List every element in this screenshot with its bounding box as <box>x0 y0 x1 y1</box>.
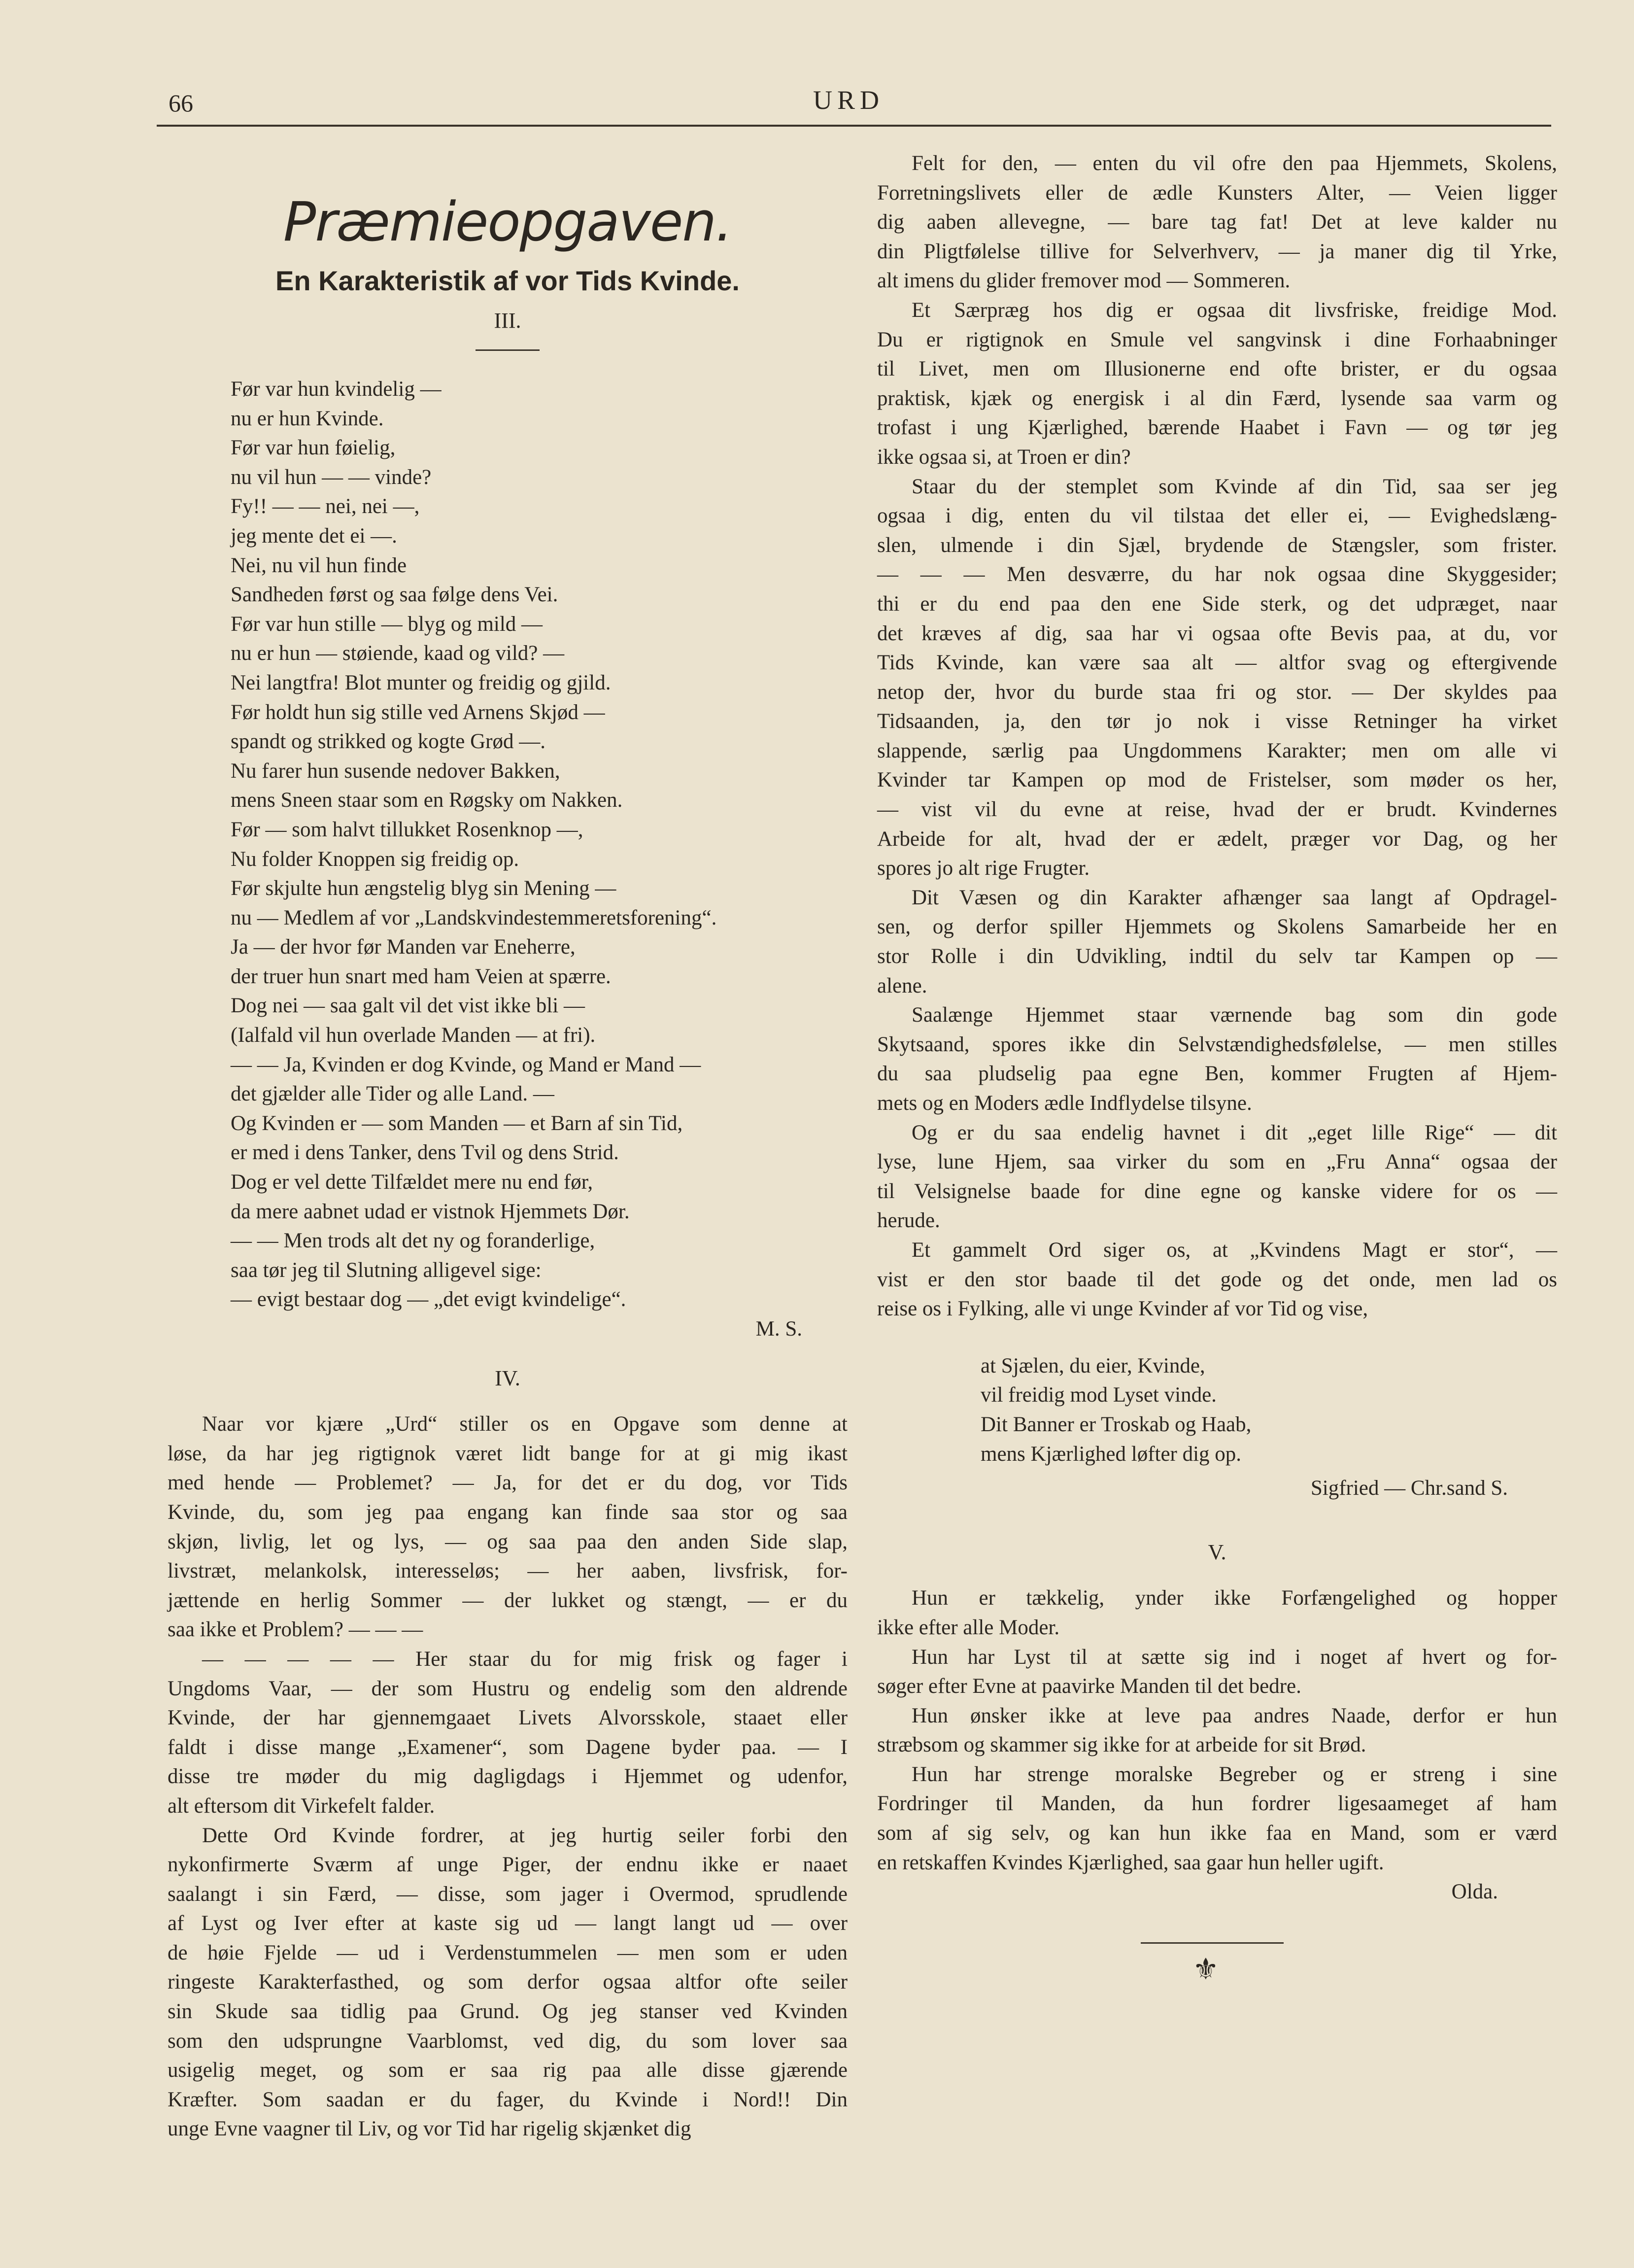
text-line: — vist vil du evne at reise, hvad der er brudt. Kvindernes <box>877 798 1557 822</box>
text-line: stor Rolle i din Udvikling, indtil du selv tar Kampen op — <box>877 945 1557 968</box>
section-iv-continued <box>877 149 1557 1324</box>
section-iv-heading: IV. <box>495 1366 520 1390</box>
paragraph <box>877 1000 1557 1118</box>
closing-verse <box>981 1351 1557 1469</box>
poem-line: Ja — der hvor før Manden var Eneherre, <box>231 935 576 959</box>
text-line: mets og en Moders ædle Indflydelse tilsyne. <box>877 1092 1252 1115</box>
poem-line: — — Men trods alt det ny og foranderlige, <box>231 1229 595 1253</box>
text-line: alt eftersom dit Virkefelt falder. <box>168 1794 435 1818</box>
paragraph <box>877 1643 1557 1701</box>
paragraph <box>877 1583 1557 1642</box>
text-line: ikke ogsaa si, at Troen er din? <box>877 445 1131 469</box>
section-v-body <box>877 1583 1557 1877</box>
left-column <box>168 133 848 2144</box>
poem-line: Nu folder Knoppen sig freidig op. <box>231 847 519 871</box>
text-line: som den udsprungne Vaarblomst, ved dig, du som lover saa <box>168 2029 848 2053</box>
text-line: søger efter Evne at paavirke Manden til det bedre. <box>877 1675 1301 1698</box>
verse-line: vil freidig mod Lyset vinde. <box>981 1383 1217 1407</box>
paragraph <box>877 883 1557 1000</box>
verse-line: mens Kjærlighed løfter dig op. <box>981 1442 1242 1466</box>
text-line: stræbsom og skammer sig ikke for at arbeide for sit Brød. <box>877 1733 1366 1757</box>
ornament-icon: ⚜ <box>1192 1953 1219 1986</box>
text-line: Hun har strenge moralske Begreber og er streng i sine <box>912 1762 1557 1786</box>
text-line: løse, da har jeg rigtignok været lidt bange for at gi mig ikast <box>168 1442 848 1465</box>
poem-line: det gjælder alle Tider og alle Land. — <box>231 1082 554 1106</box>
text-line: unge Evne vaagner til Liv, og vor Tid har rigelig skjænket dig <box>168 2117 691 2141</box>
text-line: ogsaa i dig, enten du vil tilstaa det eller ei, — Evighedslæng- <box>877 504 1557 528</box>
poem-line: Fy!! — — nei, nei —, <box>231 495 420 518</box>
poem-line: da mere aabnet udad er vistnok Hjemmets Dør. <box>231 1200 630 1223</box>
article-title: Præmieopgaven. <box>283 190 732 253</box>
text-line: Skytsaand, spores ikke din Selvstændighedsfølelse, — men stilles <box>877 1032 1557 1056</box>
text-line: livstræt, melankolsk, interesseløs; — her aaben, livsfrisk, for- <box>168 1559 848 1583</box>
paragraph <box>877 472 1557 883</box>
paragraph <box>877 1760 1557 1877</box>
poem-line: Nei, nu vil hun finde <box>231 553 407 577</box>
journal-title: URD <box>813 85 885 115</box>
text-line: Kvinde, du, som jeg paa engang kan finde saa stor og saa <box>168 1500 848 1524</box>
text-line: lyse, lune Hjem, saa virker du som en „Fru Anna“ ogsaa der <box>877 1150 1557 1174</box>
text-line: Kræfter. Som saadan er du fager, du Kvinde i Nord!! Din <box>168 2088 848 2111</box>
article-subtitle: En Karakteristik af vor Tids Kvinde. <box>275 265 740 296</box>
text-line: sen, og derfor spiller Hjemmets og Skolens Samarbeide her en <box>877 915 1557 939</box>
poem-line: Nu farer hun susende nedover Bakken, <box>231 759 560 783</box>
text-line: Tids Kvinde, kan være saa alt — altfor svag og eftergivende <box>877 651 1557 675</box>
section-divider <box>476 349 540 351</box>
poem-line: Dog er vel dette Tilfældet mere nu end før, <box>231 1170 593 1194</box>
text-line: trofast i ung Kjærlighed, bærende Haabet i Favn — og tør jeg <box>877 416 1557 440</box>
poem-line: nu vil hun — — vinde? <box>231 465 432 489</box>
page-number: 66 <box>169 89 193 117</box>
paragraph <box>168 1821 848 2144</box>
text-line: skjøn, livlig, let og lys, — og saa paa den anden Side slap, <box>168 1530 848 1553</box>
poem-line: nu er hun — støiende, kaad og vild? — <box>231 642 565 665</box>
text-line: saa ikke et Problem? — — — <box>168 1618 423 1642</box>
paragraph <box>168 1409 848 1645</box>
poem-line: er med i dens Tanker, dens Tvil og dens Strid. <box>231 1141 619 1165</box>
poem-line: jeg mente det ei —. <box>231 524 397 548</box>
text-line: praktisk, kjæk og energisk i al din Færd, lysende saa varm og <box>877 386 1557 410</box>
text-line: nykonfirmerte Sværm af unge Piger, der endnu ikke er naaet <box>168 1853 848 1877</box>
text-line: Fordringer til Manden, da hun fordrer ligesaameget af ham <box>877 1792 1557 1816</box>
text-line: Et Særpræg hos dig er ogsaa dit livsfriske, freidige Mod. <box>912 298 1557 322</box>
text-line: herude. <box>877 1209 940 1233</box>
text-line: Naar vor kjære „Urd“ stiller os en Opgave som denne at <box>202 1412 848 1436</box>
text-line: disse tre møder du mig dagligdags i Hjemmet og udenfor, <box>168 1765 848 1788</box>
paragraph <box>877 1118 1557 1236</box>
text-line: ringeste Karakterfasthed, og som derfor ogsaa altfor ofte seiler <box>168 1970 848 1994</box>
text-line: — — — Men desværre, du har nok ogsaa dine Skyggesider; <box>877 563 1557 586</box>
paragraph <box>877 149 1557 296</box>
text-line: Et gammelt Ord siger os, at „Kvindens Magt er stor“, — <box>912 1238 1557 1262</box>
text-line: spores jo alt rige Frugter. <box>877 857 1090 880</box>
text-line: Tidsaanden, ja, den tør jo nok i visse Retninger ha virket <box>877 710 1557 733</box>
text-line: din Pligtfølelse tillive for Selverhverv, — ja maner dig til Yrke, <box>877 240 1557 263</box>
text-line: usigelig meget, og som er saa rig paa alle disse gjærende <box>168 2059 848 2082</box>
text-line: af Lyst og Iver efter at kaste sig ud — langt langt ud — over <box>168 1912 848 1935</box>
text-line: — — — — — Her staar du for mig frisk og fager i <box>202 1647 848 1671</box>
section-iv-signature: Sigfried — Chr.sand S. <box>1310 1477 1508 1500</box>
text-line: thi er du end paa den ene Side sterk, og det udpræget, naar <box>877 592 1557 616</box>
poem-line: Før var hun stille — blyg og mild — <box>231 612 543 636</box>
text-line: Hun er tækkelig, ynder ikke Forfængelighed og hopper <box>912 1586 1557 1610</box>
text-line: dig aaben allevegne, — bare tag fat! Det at leve kalder nu <box>877 210 1557 234</box>
right-column <box>877 149 1557 1984</box>
poem-line: Dog nei — saa galt vil det vist ikke bli — <box>231 994 585 1018</box>
paragraph <box>877 1236 1557 1324</box>
poem-line: (Ialfald vil hun overlade Manden — at fri). <box>231 1024 596 1047</box>
paragraph <box>877 1701 1557 1760</box>
poem-line: — evigt bestaar dog — „det evigt kvindelige“. <box>231 1288 626 1311</box>
text-line: sin Skude saa tidlig paa Grund. Og jeg stanser ved Kvinden <box>168 2000 848 2024</box>
verse-line: Dit Banner er Troskab og Haab, <box>981 1412 1252 1436</box>
section-v-signature: Olda. <box>1451 1880 1498 1904</box>
poem-signature: M. S. <box>755 1317 802 1340</box>
paragraph <box>168 1645 848 1821</box>
poem-line: Nei langtfra! Blot munter og freidig og gjild. <box>231 671 611 694</box>
text-line: ikke efter alle Moder. <box>877 1615 1060 1639</box>
poem-line: Før — som halvt tillukket Rosenknop —, <box>231 818 583 841</box>
text-line: faldt i disse mange „Examener“, som Dagene byder paa. — I <box>168 1735 848 1759</box>
poem-line: Før skjulte hun ængstelig blyg sin Mening — <box>231 877 616 900</box>
text-line: Ungdoms Vaar, — der som Hustru og endelig som den aldrende <box>168 1677 848 1700</box>
text-line: Saalænge Hjemmet staar værnende bag som din gode <box>912 1003 1557 1027</box>
poem-line: Før var hun kvindelig — <box>231 378 442 401</box>
text-line: alt imens du glider fremover mod — Sommeren. <box>877 269 1291 293</box>
header-rule <box>157 125 1551 127</box>
poem <box>231 375 848 1314</box>
poem-line: Sandheden først og saa følge dens Vei. <box>231 583 558 607</box>
text-line: Hun ønsker ikke at leve paa andres Naade, derfor er hun <box>912 1704 1557 1727</box>
poem-line: spandt og strikked og kogte Grød —. <box>231 730 545 754</box>
text-line: Forretningslivets eller de ædle Kunsters Alter, — Veien ligger <box>877 181 1557 205</box>
poem-line: nu — Medlem af vor „Landskvindestemmeretsforening“. <box>231 906 717 929</box>
text-line: du saa pludselig paa egne Ben, kommer Frugten af Hjem- <box>877 1062 1557 1086</box>
text-line: Hun har Lyst til at sætte sig ind i noget af hvert og for- <box>912 1645 1557 1669</box>
poem-line: saa tør jeg til Slutning alligevel sige: <box>231 1258 542 1282</box>
section-v-heading: V. <box>1208 1540 1226 1564</box>
text-line: jættende en herlig Sommer — der lukket og stængt, — er du <box>168 1588 848 1612</box>
text-line: som af sig selv, og kan hun ikke faa en Mand, som er værd <box>877 1821 1557 1845</box>
text-line: de høie Fjelde — ud i Verdenstummelen — men som er uden <box>168 1941 848 1964</box>
end-rule <box>1141 1942 1284 1944</box>
text-line: Felt for den, — enten du vil ofre den paa Hjemmets, Skolens, <box>912 152 1557 175</box>
section-iv-body <box>168 1409 848 2144</box>
text-line: Kvinde, der har gjennemgaaet Livets Alvorsskole, staaet eller <box>168 1706 848 1730</box>
section-iii-heading: III. <box>494 309 521 333</box>
text-line: Dette Ord Kvinde fordrer, at jeg hurtig seiler forbi den <box>202 1823 848 1847</box>
text-line: slen, ulmende i din Sjæl, brydende de Stængsler, som frister. <box>877 533 1557 557</box>
text-line: med hende — Problemet? — Ja, for det er du dog, vor Tids <box>168 1471 848 1495</box>
text-line: Arbeide for alt, hvad der er ædelt, præger vor Dag, og her <box>877 827 1557 851</box>
text-line: Staar du der stemplet som Kvinde af din Tid, saa ser jeg <box>912 475 1557 498</box>
poem-line: der truer hun snart med ham Veien at spærre. <box>231 964 611 988</box>
text-line: en retskaffen Kvindes Kjærlighed, saa gaar hun heller ugift. <box>877 1851 1384 1874</box>
text-line: slappende, særlig paa Ungdommens Karakter; men om alle vi <box>877 739 1557 762</box>
poem-line: Før holdt hun sig stille ved Arnens Skjød — <box>231 700 605 724</box>
poem-line: Før var hun føielig, <box>231 436 396 460</box>
text-line: vist er den stor baade til det gode og det onde, men lad os <box>877 1268 1557 1291</box>
text-line: Kvinder tar Kampen op mod de Fristelser, som møder os her, <box>877 768 1557 792</box>
text-line: Og er du saa endelig havnet i dit „eget lille Rige“ — dit <box>912 1121 1557 1144</box>
paragraph <box>877 296 1557 472</box>
text-line: Du er rigtignok en Smule vel sangvinsk i dine Forhaabninger <box>877 328 1557 351</box>
text-line: netop der, hvor du burde staa fri og stor. — Der skyldes paa <box>877 680 1557 704</box>
text-line: til Velsignelse baade for dine egne og kanske videre for os — <box>877 1179 1557 1203</box>
text-line: reise os i Fylking, alle vi unge Kvinder af vor Tid og vise, <box>877 1297 1368 1321</box>
poem-line: nu er hun Kvinde. <box>231 407 384 430</box>
poem-line: — — Ja, Kvinden er dog Kvinde, og Mand er Mand — <box>231 1053 701 1076</box>
text-line: det kræves af dig, saa har vi ogsaa ofte Bevis paa, at du, vor <box>877 621 1557 645</box>
poem-line: Og Kvinden er — som Manden — et Barn af sin Tid, <box>231 1111 683 1135</box>
text-line: alene. <box>877 974 927 997</box>
verse-line: at Sjælen, du eier, Kvinde, <box>981 1354 1205 1377</box>
text-line: til Livet, men om Illusionerne end ofte brister, er du ogsaa <box>877 357 1557 381</box>
text-line: Dit Væsen og din Karakter afhænger saa langt af Opdragel- <box>912 886 1557 909</box>
text-line: saalangt i sin Færd, — disse, som jager i Overmod, sprudlende <box>168 1882 848 1906</box>
poem-line: mens Sneen staar som en Røgsky om Nakken. <box>231 789 623 812</box>
